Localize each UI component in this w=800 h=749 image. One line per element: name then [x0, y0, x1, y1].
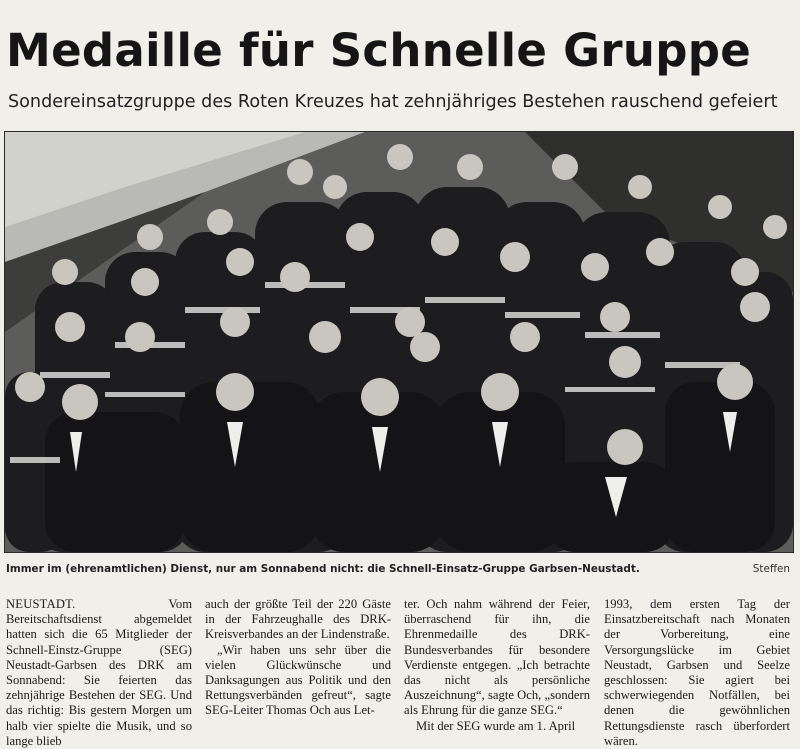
column-4-paragraph-1: 1993, dem ersten Tag der Einsatzbereitschaft nach Monaten der Vorbereitung, eine Versorgungslücke im Gebiet Neustadt, Garbsen und Seelze geschlossen: Sie agiert bei schwerwiegenden Notfällen, bei denen die gewöhnlichen Rettungsdienste rasch überfordert wären. — [604, 597, 790, 748]
column-2-paragraph-2: „Wir haben uns sehr über die vielen Glückwünsche und Danksagungen aus Politik und den Rettungsverbänden gefreut“, sagte SEG-Leiter Thomas Och aus Let- — [205, 642, 391, 718]
column-3-paragraph-2: Mit der SEG wurde am 1. April — [416, 718, 576, 733]
photo-caption: Immer im (ehrenamtlichen) Dienst, nur am Sonnabend nicht: die Schnell-Einsatz-Gruppe Garbsen-Neustadt. — [6, 563, 640, 575]
article-column-3 — [404, 597, 590, 734]
article-column-4 — [604, 597, 790, 749]
column-1-text: Vom Bereitschaftsdienst abgemeldet hatten sich die 65 Mitglieder der Schnell-Einstz-Gruppe (SEG) Neustadt-Garbsen des DRK am Sonnabend: Sie feierten das zehnjährige Bestehen der SEG. Und das richtig: Bis gestern Morgen um halb vier spielte die Musik, und so lange blieb — [6, 597, 192, 748]
group-photo-image — [5, 132, 793, 552]
article-headline: Medaille für Schnelle Gruppe — [6, 24, 752, 77]
column-2-paragraph-1: auch der größte Teil der 220 Gäste in der Fahrzeughalle des DRK-Kreisverbandes an der Lindenstraße. — [205, 597, 391, 642]
group-photo — [4, 131, 794, 553]
article-column-1 — [6, 597, 192, 749]
article-subheadline: Sondereinsatzgruppe des Roten Kreuzes hat zehnjähriges Bestehen rauschend gefeiert — [8, 92, 778, 112]
dateline: NEUSTADT. — [6, 597, 76, 611]
photo-credit: Steffen — [752, 563, 790, 575]
column-3-paragraph-1: ter. Och nahm während der Feier, überraschend für ihn, die Ehrenmedaille des DRK-Bundesverbandes für besondere Verdienste entgegen. „Ich betrachte das nicht als persönliche Auszeichnung“, sagte Och, „sondern als Ehrung für die ganze SEG.“ — [404, 597, 590, 718]
article-column-2 — [205, 597, 391, 719]
